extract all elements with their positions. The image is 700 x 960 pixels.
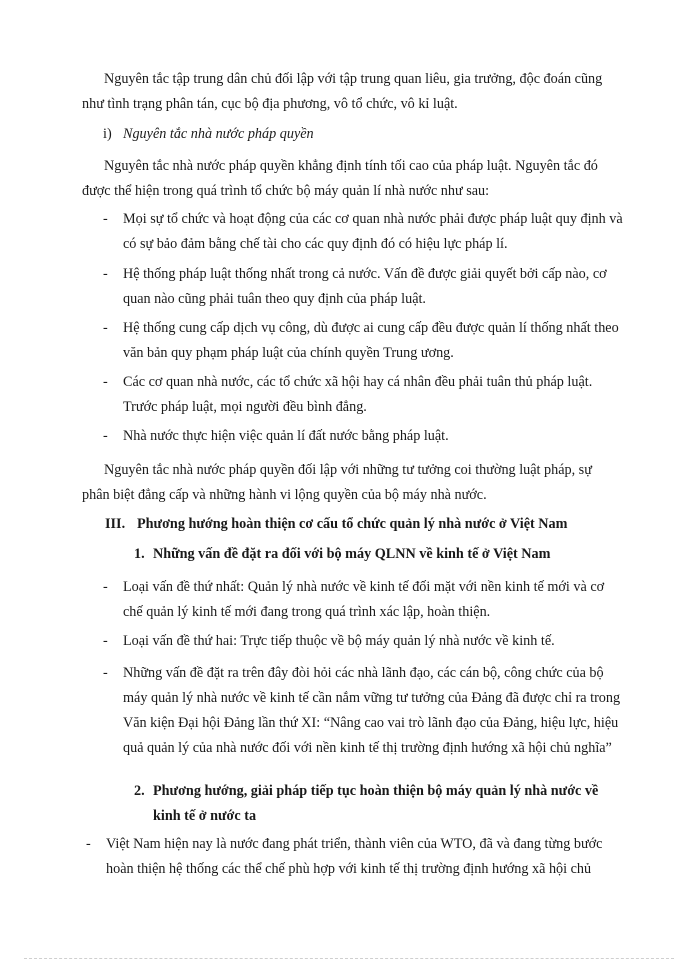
- paragraph-democratic-centralism: Nguyên tắc tập trung dân chủ đối lập với tập trung quan liêu, gia trưởng, độc đoán cũng như tình trạng phân tán, cục bộ địa phương, vô tổ chức, vô kỉ luật.: [82, 71, 603, 112]
- paragraph-rule-of-law-opposition: Nguyên tắc nhà nước pháp quyền đối lập với những tư tưởng coi thường luật pháp, sự phân biệt đẳng cấp và những hành vi lộng quyền của bộ máy nhà nước.: [82, 462, 592, 503]
- list-dash: -: [103, 633, 108, 649]
- heading-III-marker: III.: [105, 516, 126, 532]
- list-dash: -: [103, 266, 108, 282]
- heading-III-title: Phương hướng hoàn thiện cơ cấu tổ chức quản lý nhà nước ở Việt Nam: [137, 516, 568, 532]
- section-i-marker: i): [103, 126, 112, 142]
- list-item: Việt Nam hiện nay là nước đang phát triển, thành viên của WTO, đã và đang từng bước hoàn thiện hệ thống các thể chế phù hợp với kinh tế thị trường định hướng xã hội chủ: [106, 836, 603, 877]
- paragraph-rule-of-law: Nguyên tắc nhà nước pháp quyền khẳng định tính tối cao của pháp luật. Nguyên tắc đó được thể hiện trong quá trình tổ chức bộ máy quản lí nhà nước như sau:: [82, 158, 598, 199]
- list-dash: -: [86, 836, 91, 852]
- heading-1-title: Những vấn đề đặt ra đối với bộ máy QLNN về kinh tế ở Việt Nam: [153, 546, 551, 562]
- list-item: Mọi sự tổ chức và hoạt động của các cơ quan nhà nước phải được pháp luật quy định và có sự bảo đảm bằng chế tài cho các quy định đó có hiệu lực pháp lí.: [123, 211, 623, 252]
- list-dash: -: [103, 665, 108, 681]
- list-dash: -: [103, 320, 108, 336]
- list-item: Các cơ quan nhà nước, các tổ chức xã hội hay cá nhân đều phải tuân thủ pháp luật. Trước pháp luật, mọi người đều bình đẳng.: [123, 374, 593, 415]
- list-dash: -: [103, 428, 108, 444]
- list-dash: -: [103, 374, 108, 390]
- heading-2-marker: 2.: [134, 783, 145, 799]
- list-item: Hệ thống cung cấp dịch vụ công, dù được ai cung cấp đều được quản lí thống nhất theo văn bản quy phạm pháp luật của chính quyền Trung ương.: [123, 320, 619, 361]
- heading-2-title: Phương hướng, giải pháp tiếp tục hoàn thiện bộ máy quản lý nhà nước về kinh tế ở nước ta: [153, 783, 599, 824]
- list-dash: -: [103, 211, 108, 227]
- heading-1-marker: 1.: [134, 546, 145, 562]
- list-item: Hệ thống pháp luật thống nhất trong cả nước. Vấn đề được giải quyết bởi cấp nào, cơ quan nào cũng phải tuân theo quy định của pháp luật.: [123, 266, 607, 307]
- section-i-title: Nguyên tắc nhà nước pháp quyền: [123, 126, 314, 142]
- list-item: Loại vấn đề thứ nhất: Quản lý nhà nước về kinh tế đối mặt với nền kinh tế mới và cơ chế quản lý kinh tế mới đang trong quá trình xác lập, hoàn thiện.: [123, 579, 605, 620]
- list-item: Những vấn đề đặt ra trên đây đòi hỏi các nhà lãnh đạo, các cán bộ, công chức của bộ máy quản lý nhà nước về kinh tế cần nắm vững tư tưởng của Đảng đã được chỉ ra trong Văn kiện Đại hội Đảng lần thứ XI: “Nâng cao vai trò lãnh đạo của Đảng, hiệu lực, hiệu quả quản lý của nhà nước đối với nền kinh tế thị trường định hướng xã hội chủ nghĩa”: [123, 665, 621, 756]
- page-bottom-divider: [24, 958, 674, 959]
- list-dash: -: [103, 579, 108, 595]
- list-item: Nhà nước thực hiện việc quản lí đất nước bằng pháp luật.: [123, 428, 449, 444]
- list-item: Loại vấn đề thứ hai: Trực tiếp thuộc về bộ máy quản lý nhà nước về kinh tế.: [123, 633, 555, 649]
